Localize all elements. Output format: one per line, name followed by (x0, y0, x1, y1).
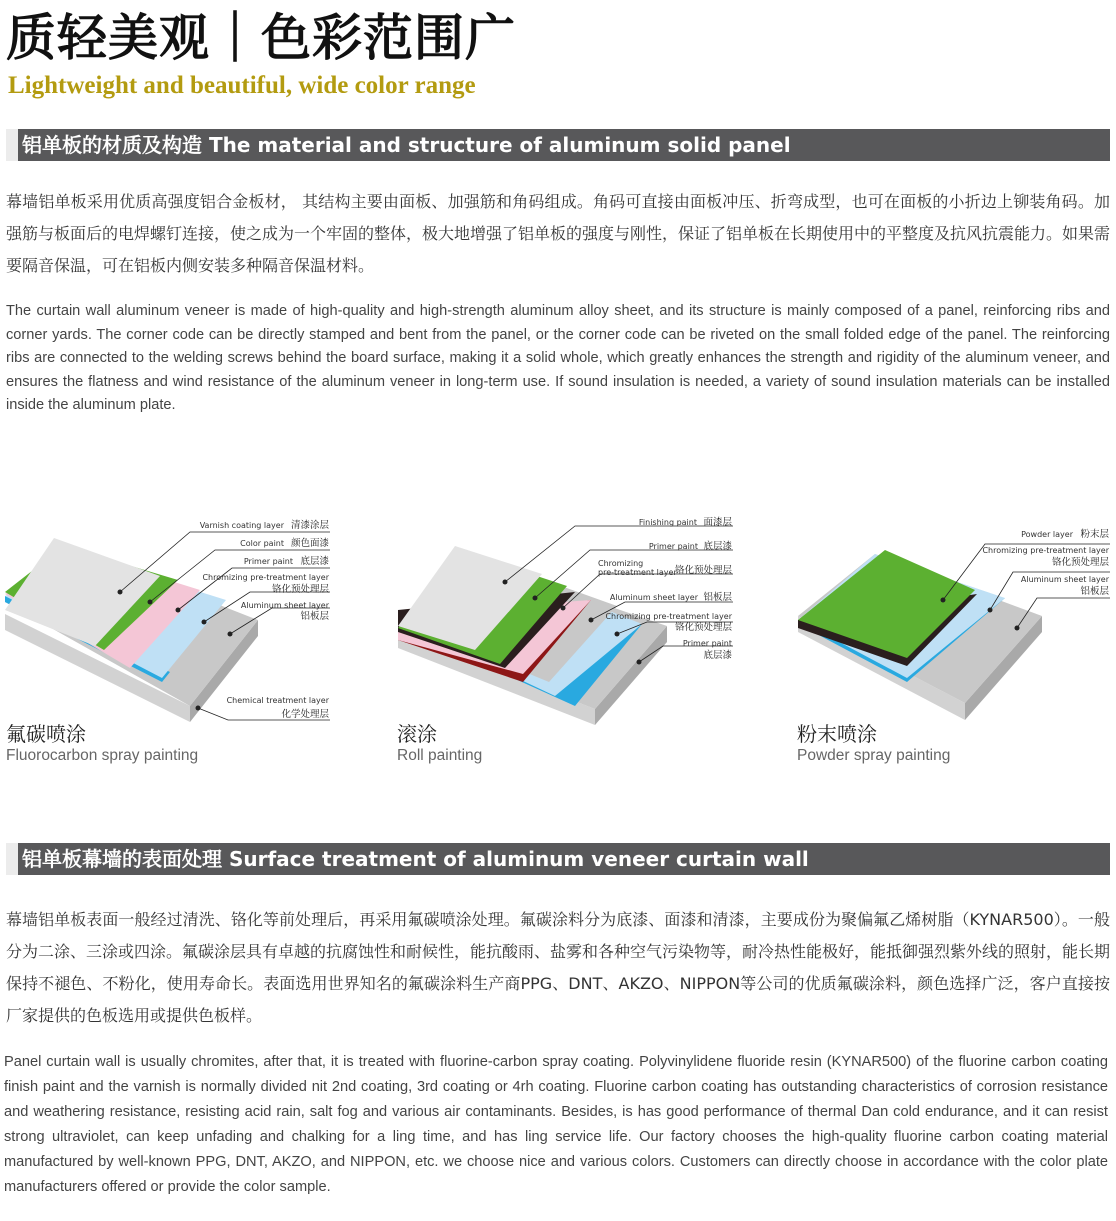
heading-accent (6, 843, 18, 875)
powder-label-chromizing-cn: 铬化预处理层 (1051, 557, 1109, 568)
section-heading-bar-material (6, 129, 1110, 161)
material-paragraph-cn: 幕墙铝单板采用优质高强度铝合金板材， 其结构主要由面板、加强筋和角码组成。角码可直接由面板冲压、折弯成型，也可在面板的小折边上铆装角码。加强筋与板面后的电焊螺钉连接，使之成为一个牢固的整体，极大地增强了铝单板的强度与刚性，保证了铝单板在长期使用中的平整度及抗风抗震能力。如果需要隔音保温，可在铝板内侧安装多种隔音保温材料。 (6, 192, 1111, 275)
roll-painting-layer-diagram (395, 510, 740, 730)
surface-paragraph-cn: 幕墙铝单板表面一般经过清洗、铬化等前处理后，再采用氟碳喷涂处理。氟碳涂料分为底漆、面漆和清漆，主要成份为聚偏氟乙烯树脂（KYNAR500）。一般分为二涂、三涂或四涂。氟碳涂层具有卓越的抗腐蚀性和耐候性，能抗酸雨、盐雾和各种空气污染物等，耐冷热性能极好，能抵御强烈紫外线的照射，能长期保持不褪色、不粉化，使用寿命长。表面选用世界知名的氟碳涂料生产商PPG、DNT、AKZO、NIPPON等公司的优质氟碳涂料，颜色选择广泛，客户直接按厂家提供的色板选用或提供色板样。 (6, 910, 1111, 1025)
fluorocarbon-layer-diagram (0, 510, 340, 730)
roll-label-chromizing-cn: 铬化预处理层 (674, 565, 732, 576)
fluoro-label-varnish-cn: 清漆涂层 (290, 520, 329, 531)
material-paragraph-en: The curtain wall aluminum veneer is made of high-quality and high-strength aluminum alloy sheet, and its structure is mainly composed of a panel, reinforcing ribs and corner yards. The corner code can be directly stamped and bent from the panel, or the corner code can be riveted on the small folded edge of the panel. The reinforcing ribs are connected to the welding screws behind the board surface, making it a solid whole, which greatly enhances the strength and rigidity of the aluminum veneer, and ensures the flatness and wind resistance of the aluminum veneer in long-term use. If sound insulation is needed, a variety of sound insulation materials can be installed inside the aluminum plate. (6, 303, 1110, 413)
roll-label-primer2-en: Primer paint (682, 639, 732, 648)
powder-label-chromizing-en: Chromizing pre-treatment layer (982, 546, 1109, 555)
powder-label-powder-cn: 粉末层 (1080, 529, 1109, 540)
fluoro-label-primer-en: Primer paint (243, 557, 293, 566)
heading-accent (6, 129, 18, 161)
roll-label-chromizing2-cn: 铬化预处理层 (674, 622, 732, 633)
fluoro-label-chemical-en: Chemical treatment layer (226, 696, 329, 705)
page-subtitle: Lightweight and beautiful, wide color range (8, 72, 476, 99)
powder-label-aluminum-en: Aluminum sheet layer (1020, 575, 1109, 584)
roll-caption-en: Roll painting (397, 747, 483, 764)
roll-label-chromizing-en-2: pre-treatment layer (598, 568, 677, 577)
fluoro-label-varnish-en: Varnish coating layer (199, 521, 284, 530)
fluoro-label-chromizing-en: Chromizing pre-treatment layer (202, 573, 329, 582)
roll-caption-cn: 滚涂 (397, 722, 437, 746)
roll-label-primer2-cn: 底层漆 (703, 650, 732, 661)
roll-label-primer-en: Primer paint (648, 542, 698, 551)
fluoro-caption-en: Fluorocarbon spray painting (6, 747, 199, 764)
roll-label-chromizing2-en: Chromizing pre-treatment layer (605, 612, 732, 621)
fluoro-label-chromizing-cn: 铬化预处理层 (271, 584, 329, 595)
section-heading-material: 铝单板的材质及构造 The material and structure of aluminum solid panel (22, 133, 791, 157)
fluoro-label-aluminum-en: Aluminum sheet layer (240, 601, 329, 610)
fluoro-label-chemical-cn: 化学处理层 (281, 709, 329, 720)
powder-caption-cn: 粉末喷涂 (797, 722, 877, 746)
roll-label-primer-cn: 底层漆 (703, 541, 732, 552)
roll-label-chromizing-en-1: Chromizing (598, 559, 644, 568)
surface-paragraph-en: Panel curtain wall is usually chromites, after that, it is treated with fluorine-carbon spray coating. Polyvinylidene fluoride resin (KYNAR500) of the fluorine carbon coating finish paint and the varnish is normally divided nit 2nd coating, 3rd coating or 4rh coating. Fluorine carbon coating has outstanding characteristics of corrosion resistance and weathering resistance, resisting acid rain, salt fog and various air contaminants. Besides, is has good performance of thermal Dan cold endurance, and it can resist strong ultraviolet, can keep unfading and chalking for a ling time, and has ling service life. Our factory chooses the high-quality fluorine carbon coating material manufactured by well-known PPG, DNT, AKZO, and NIPPON, etc. we choose nice and various colors. Customers can directly choose in accordance with the color plate manufacturers offered or provide the color sample. (4, 1054, 1108, 1195)
powder-label-powder-en: Powder layer (1021, 530, 1073, 539)
fluoro-label-color-cn: 颜色面漆 (290, 538, 329, 549)
section-heading-bar-surface (6, 843, 1110, 875)
powder-spray-layer-diagram (795, 510, 1115, 730)
roll-label-aluminum-cn: 铝板层 (703, 592, 732, 603)
roll-label-aluminum-en: Aluminum sheet layer (609, 593, 698, 602)
powder-label-aluminum-cn: 铝板层 (1080, 586, 1109, 597)
powder-caption-en: Powder spray painting (797, 747, 951, 764)
fluoro-label-color-en: Color paint (240, 539, 284, 548)
roll-label-finishing-en: Finishing paint (638, 518, 697, 527)
fluoro-label-primer-cn: 底层漆 (300, 556, 329, 567)
page-title: 质轻美观｜色彩范围广 (6, 8, 516, 67)
fluoro-label-aluminum-cn: 铝板层 (300, 611, 329, 622)
roll-label-finishing-cn: 面漆层 (703, 517, 732, 528)
section-heading-surface: 铝单板幕墙的表面处理 Surface treatment of aluminum veneer curtain wall (22, 847, 809, 871)
fluoro-caption-cn: 氟碳喷涂 (6, 722, 86, 746)
